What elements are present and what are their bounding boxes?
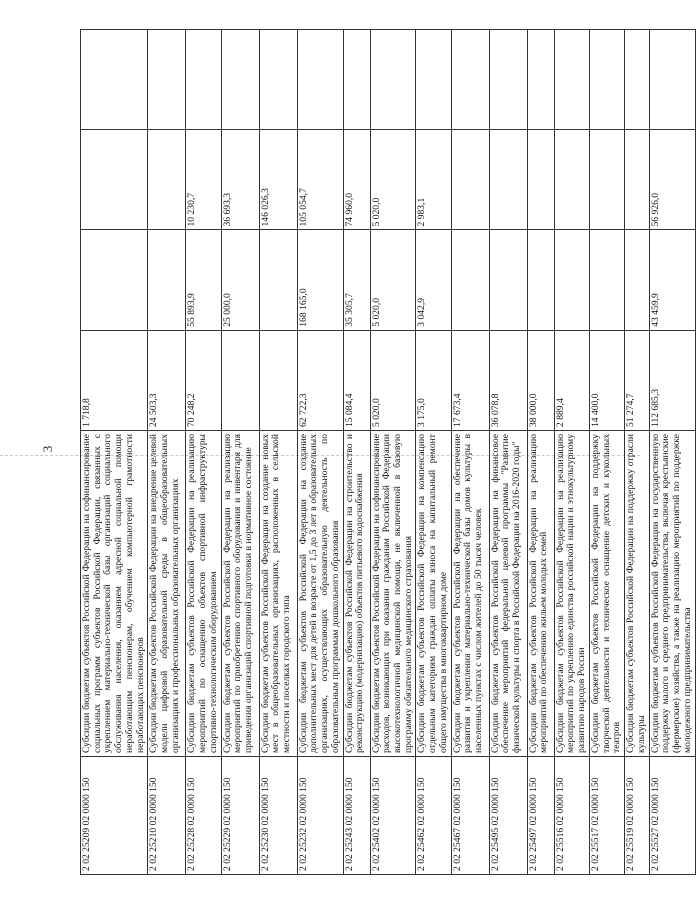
amount-cell-3: 74 960,0 [343,130,370,230]
amount-cell-1: 14 400,0 [589,330,624,430]
description-cell: Субсидии бюджетам субъектов Российской Федерации на государственную поддержку малого и среднего предпринимательства, включая крестьянские (фермерские) хозяйства, а также на реализацию мероприятий по поддержке молодежного предпринимательства [649,431,695,757]
amount-cell-2: 168 165,0 [297,230,343,330]
table-row [527,30,554,875]
amount-cell-2 [527,230,554,330]
table-row [186,30,221,875]
amount-cell-1: 51 274,7 [625,330,649,430]
amount-cell-2 [589,230,624,330]
description-cell: Субсидии бюджетам субъектов Российской Федерации на финансовое обеспечение мероприятий федеральной целевой программы "Развитие физической культуры и спорта в Российской Федерации на 2016-2020 годы" [489,431,527,757]
amount-cell-2 [489,230,527,330]
amount-cell-4 [186,30,221,130]
description-cell: Субсидии бюджетам субъектов Российской Федерации на поддержку творческой деятельности и техническое оснащение детских и кукольных театров [589,431,624,757]
amount-cell-2: 3 042,9 [416,230,451,330]
amount-cell-4 [297,30,343,130]
amount-cell-2: 55 893,9 [186,230,221,330]
amount-cell-3: 146 026,3 [259,130,297,230]
amount-cell-2: 25 000,0 [221,230,259,330]
amount-cell-3: 36 693,3 [221,130,259,230]
table-row [416,30,451,875]
amount-cell-1: 38 000,0 [527,330,554,430]
budget-code-cell: 2 02 25230 02 0000 150 [259,757,297,875]
table-row [451,30,489,875]
budget-code-cell: 2 02 25517 02 0000 150 [589,757,624,875]
budget-code-cell: 2 02 25243 02 0000 150 [343,757,370,875]
description-cell: Субсидии бюджетам субъектов Российской Федерации на софинансирование расходов, возникающих при оказании гражданам Российской Федерации высокотехнологичной медицинской помощи, не включенной в базовую программу обязательного медицинского страхования [370,431,416,757]
amount-cell-3 [489,130,527,230]
amount-cell-2: 35 305,7 [343,230,370,330]
budget-code-cell: 2 02 25229 02 0000 150 [221,757,259,875]
amount-cell-3 [625,130,649,230]
rotated-page-content [80,30,693,875]
subsidies-table [80,29,696,875]
table-body [81,30,696,875]
amount-cell-3 [589,130,624,230]
amount-cell-1 [259,330,297,430]
amount-cell-4 [148,30,186,130]
amount-cell-1: 2 889,4 [554,330,589,430]
amount-cell-1: 36 078,8 [489,330,527,430]
budget-code-cell: 2 02 25519 02 0000 150 [625,757,649,875]
table-row [259,30,297,875]
amount-cell-1: 17 673,4 [451,330,489,430]
table-row [589,30,624,875]
amount-cell-2 [148,230,186,330]
budget-code-cell: 2 02 25209 02 0000 150 [81,757,148,875]
amount-cell-2 [554,230,589,330]
budget-code-cell: 2 02 25516 02 0000 150 [554,757,589,875]
description-cell: Субсидии бюджетам субъектов Российской Федерации на обеспечение развития и укрепления материально-технической базы домов культуры в населенных пунктах с числом жителей до 50 тысяч человек [451,431,489,757]
table-row [221,30,259,875]
table-row [554,30,589,875]
table-row [297,30,343,875]
amount-cell-1: 62 722,3 [297,330,343,430]
description-cell: Субсидии бюджетам субъектов Российской Федерации на реализацию мероприятий по приобретению спортивного оборудования и инвентаря для приведения организаций спортивной подготовки в нормативное состояние [221,431,259,757]
table-row [343,30,370,875]
amount-cell-3: 2 983,1 [416,130,451,230]
table-row [625,30,649,875]
amount-cell-3 [81,130,148,230]
amount-cell-3 [527,130,554,230]
amount-cell-1: 3 175,0 [416,330,451,430]
amount-cell-2 [451,230,489,330]
description-cell: Субсидии бюджетам субъектов Российской Федерации на строительство и реконструкцию (модернизацию) объектов питьевого водоснабжения [343,431,370,757]
amount-cell-4 [370,30,416,130]
amount-cell-4 [554,30,589,130]
amount-cell-1: 70 248,2 [186,330,221,430]
budget-code-cell: 2 02 25228 02 0000 150 [186,757,221,875]
amount-cell-1: 5 020,0 [370,330,416,430]
description-cell: Субсидии бюджетам субъектов Российской Федерации на реализацию мероприятий по обеспечению жильем молодых семей [527,431,554,757]
description-cell: Субсидии бюджетам субъектов Российской Федерации на софинансирование социальных программ субъектов Российской Федерации, связанных с укреплением материально-технической базы организаций социального обслуживания населения, оказанием адресной социальной помощи неработающим пенсионерам, обучением компьютерной грамотности неработающих пенсионеров [81,431,148,757]
amount-cell-4 [625,30,649,130]
table-row [649,30,695,875]
amount-cell-1: 112 685,3 [649,330,695,430]
amount-cell-1: 1 718,8 [81,330,148,430]
amount-cell-4 [221,30,259,130]
amount-cell-1: 15 084,4 [343,330,370,430]
budget-code-cell: 2 02 25232 02 0000 150 [297,757,343,875]
amount-cell-3 [148,130,186,230]
amount-cell-3: 56 926,0 [649,130,695,230]
description-cell: Субсидии бюджетам субъектов Российской Федерации на создание новых мест в общеобразовательных организациях, расположенных в сельской местности и поселках городского типа [259,431,297,757]
table-row [81,30,148,875]
amount-cell-2: 5 020,0 [370,230,416,330]
description-cell: Субсидии бюджетам субъектов Российской Федерации на компенсацию отдельным категориям граждан оплаты взноса на капитальный ремонт общего имущества в многоквартирном доме [416,431,451,757]
amount-cell-3: 105 054,7 [297,130,343,230]
amount-cell-3 [554,130,589,230]
table-row [489,30,527,875]
amount-cell-4 [489,30,527,130]
table-row [148,30,186,875]
page-number: 3 [40,445,55,453]
amount-cell-4 [649,30,695,130]
budget-code-cell: 2 02 25495 02 0000 150 [489,757,527,875]
table-row [370,30,416,875]
amount-cell-4 [343,30,370,130]
description-cell: Субсидии бюджетам субъектов Российской Федерации на реализацию мероприятий по оснащению объектов спортивной инфраструктуры спортивно-технологическим оборудованием [186,431,221,757]
amount-cell-2 [625,230,649,330]
budget-code-cell: 2 02 25467 02 0000 150 [451,757,489,875]
budget-code-cell: 2 02 25402 02 0000 150 [370,757,416,875]
amount-cell-2 [81,230,148,330]
amount-cell-4 [416,30,451,130]
budget-code-cell: 2 02 25497 02 0000 150 [527,757,554,875]
amount-cell-3: 10 230,7 [186,130,221,230]
amount-cell-2 [259,230,297,330]
amount-cell-4 [589,30,624,130]
description-cell: Субсидии бюджетам субъектов Российской Федерации на внедрение целевой модели цифровой образовательной среды в общеобразовательных организациях и профессиональных образовательных организациях [148,431,186,757]
amount-cell-2: 43 459,9 [649,230,695,330]
description-cell: Субсидии бюджетам субъектов Российской Федерации на реализацию мероприятий по укреплению единства российской нации и этнокультурному развитию народов России [554,431,589,757]
budget-code-cell: 2 02 25527 02 0000 150 [649,757,695,875]
amount-cell-3 [451,130,489,230]
budget-code-cell: 2 02 25210 02 0000 150 [148,757,186,875]
description-cell: Субсидия бюджетам субъектов Российской Федерации на поддержку отрасли культуры [625,431,649,757]
amount-cell-3: 5 020,0 [370,130,416,230]
amount-cell-4 [81,30,148,130]
description-cell: Субсидии бюджетам субъектов Российской Федерации на создание дополнительных мест для детей в возрасте от 1,5 до 3 лет в образовательных организациях, осуществляющих образовательную деятельность по образовательным программам дошкольного образования [297,431,343,757]
amount-cell-4 [259,30,297,130]
amount-cell-1 [221,330,259,430]
amount-cell-4 [451,30,489,130]
amount-cell-4 [527,30,554,130]
amount-cell-1: 24 503,3 [148,330,186,430]
budget-code-cell: 2 02 25462 02 0000 150 [416,757,451,875]
